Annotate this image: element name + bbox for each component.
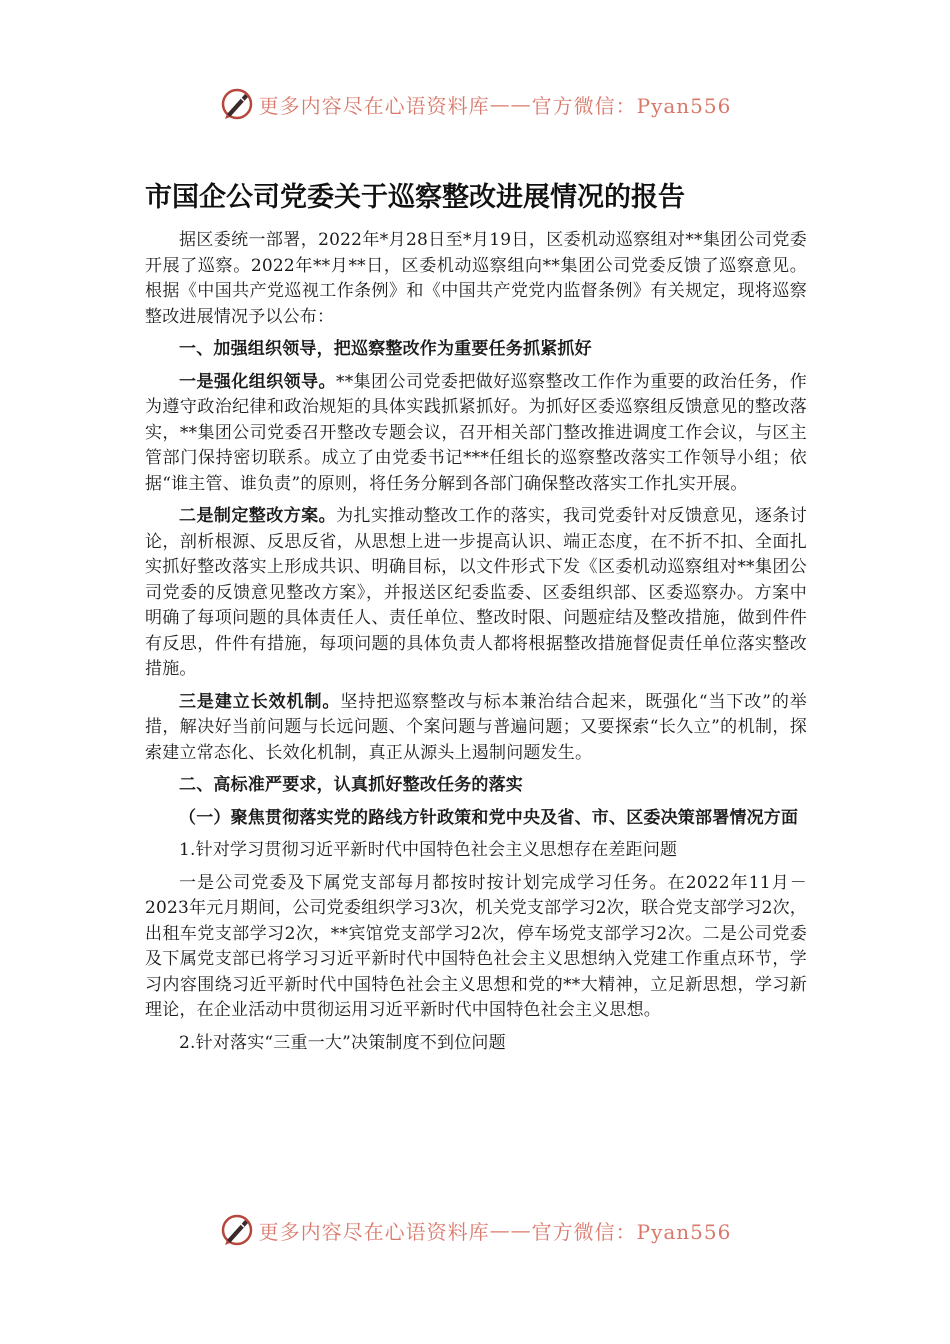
paragraph-text: **集团公司党委把做好巡察整改工作作为重要的政治任务，作为遵守政治纪律和政治规矩的具体实践抓紧抓好。为抓好区委巡察组反馈意见的整改落实，**集团公司党委召开整改专题会议，召开相关部门整改推进调度工作会议，与区主管部门保持密切联系。成立了由党委书记***任组长的巡察整改落实工作领导小组；依据“谁主管、谁负责”的原则，将任务分解到各部门确保整改落实工作扎实开展。	[145, 371, 807, 494]
document-title: 市国企公司党委关于巡察整改进展情况的报告	[145, 182, 685, 213]
section-heading-2: 二、高标准严要求，认真抓好整改任务的落实	[179, 775, 523, 795]
pen-logo-icon	[219, 86, 255, 122]
banner-contact: 官方微信：Pyan556	[531, 93, 732, 118]
banner-separator: ——	[489, 1218, 532, 1242]
subsection-heading-1: （一）聚焦贯彻落实党的路线方针政策和党中央及省、市、区委决策部署情况方面	[179, 807, 799, 828]
list-item-1: 1.针对学习贯彻习近平新时代中国特色社会主义思想存在差距问题	[179, 840, 678, 860]
intro-paragraph: 据区委统一部署，2022年*月28日至*月19日，区委机动巡察组对**集团公司党委开展了巡察。2022年**月**日，区委机动巡察组向**集团公司党委反馈了巡察意见。根据《中国共产党巡视工作条例》和《中国共产党党内监督条例》有关规定，现将巡察整改进展情况予以公布：	[145, 230, 807, 327]
document-body	[145, 228, 807, 1063]
list-item-1-detail: 一是公司党委及下属党支部每月都按时按计划完成学习任务。在2022年11月－2023年元月期间，公司党委组织学习3次，机关党支部学习2次，联合党支部学习2次，出租车党支部学习2次，**宾馆党支部学习2次，停车场党支部学习2次。二是公司党委及下属党支部已将学习习近平新时代中国特色社会主义思想纳入党建工作重点环节，学习内容围绕习近平新时代中国特色社会主义思想和党的**大精神，立足新思想，学习新理论，在企业活动中贯彻运用习近平新时代中国特色社会主义思想。	[145, 872, 807, 1020]
banner-text: 更多内容尽在心语资料库	[258, 1219, 490, 1244]
paragraph-organize-leadership	[145, 370, 807, 498]
pen-logo-icon	[219, 1212, 255, 1248]
paragraph-lead: 二是制定整改方案。	[179, 506, 337, 526]
paragraph-text: 坚持把巡察整改与标本兼治结合起来，既强化“当下改”的举措，解决好当前问题与长远问题、个案问题与普遍问题；又要探索“长久立”的机制，探索建立常态化、长效化机制，真正从源头上遏制问题发生。	[145, 691, 807, 763]
header-watermark-banner	[0, 84, 950, 124]
banner-separator: ——	[489, 92, 532, 116]
list-item-2: 2.针对落实“三重一大”决策制度不到位问题	[179, 1032, 506, 1053]
paragraph-lead: 三是建立长效机制。	[179, 691, 341, 712]
paragraph-text: 为扎实推动整改工作的落实，我司党委针对反馈意见，逐条讨论，剖析根源、反思反省，从思想上进一步提高认识、端正态度，在不折不扣、全面扎实抓好整改落实上形成共识、明确目标，以文件形式下发《区委机动巡察组对**集团公司党委的反馈意见整改方案》，并报送区纪委监委、区委组织部、区委巡察办。方案中明确了每项问题的具体责任人、责任单位、整改时限、问题症结及整改措施，做到件件有反思，件件有措施，每项问题的具体负责人都将根据整改措施督促责任单位落实整改措施。	[145, 506, 807, 679]
paragraph-long-term-mechanism	[145, 690, 807, 767]
paragraph-lead: 一是强化组织领导。	[179, 371, 337, 392]
section-heading-1: 一、加强组织领导，把巡察整改作为重要任务抓紧抓好	[179, 339, 592, 359]
banner-contact: 官方微信：Pyan556	[531, 1219, 732, 1244]
paragraph-rectification-plan	[145, 504, 807, 683]
footer-watermark-banner	[0, 1210, 950, 1250]
banner-text: 更多内容尽在心语资料库	[258, 93, 490, 118]
